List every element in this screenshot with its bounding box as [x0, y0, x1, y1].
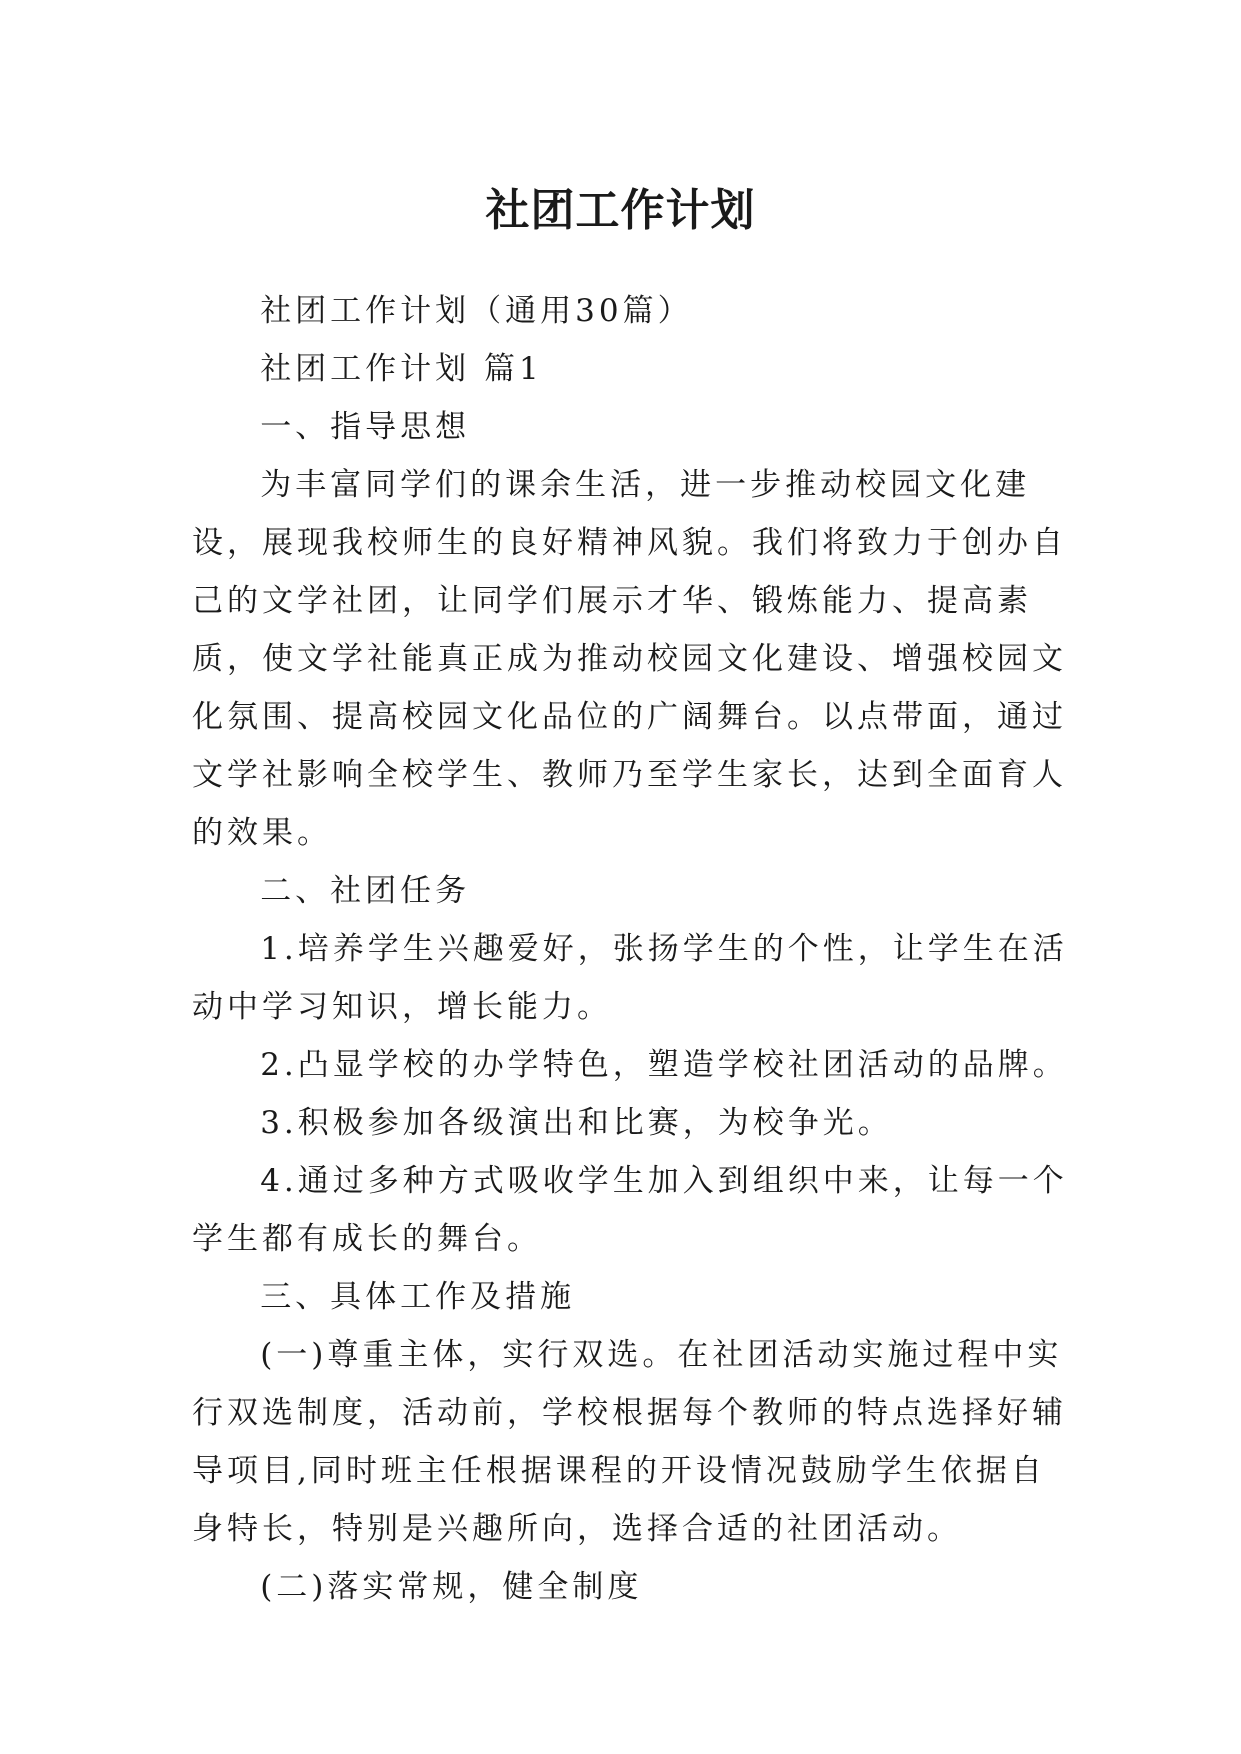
list-item: 3.积极参加各级演出和比赛，为校争光。	[260, 1105, 893, 1141]
list-item: 4.通过多种方式吸收学生加入到组织中来，让每一个学生都有成长的舞台。	[192, 1163, 1068, 1257]
body-paragraph: (一)尊重主体，实行双选。在社团活动实施过程中实行双选制度，活动前，学校根据每个教师的特点选择好辅导项目,同时班主任根据课程的开设情况鼓励学生依据自身特长，特别是兴趣所向，选择合适的社团活动。	[192, 1337, 1067, 1547]
body-paragraph: 为丰富同学们的课余生活，进一步推动校园文化建设，展现我校师生的良好精神风貌。我们将致力于创办自己的文学社团，让同学们展示才华、锻炼能力、提高素质，使文学社能真正成为推动校园文化建设、增强校园文化氛围、提高校园文化品位的广阔舞台。以点带面，通过文学社影响全校学生、教师乃至学生家长，达到全面育人的效果。	[192, 467, 1067, 851]
subtitle-paragraph: 社团工作计划（通用30篇）	[260, 293, 693, 329]
body-paragraph: (二)落实常规，健全制度	[260, 1569, 643, 1605]
section-heading-plan-1: 社团工作计划 篇1	[260, 351, 543, 387]
section-heading-measures: 三、具体工作及措施	[260, 1279, 576, 1315]
list-item: 2.凸显学校的办学特色，塑造学校社团活动的品牌。	[260, 1047, 1068, 1083]
list-item: 1.培养学生兴趣爱好，张扬学生的个性，让学生在活动中学习知识，增长能力。	[192, 931, 1068, 1025]
section-heading-club-tasks: 二、社团任务	[260, 873, 471, 909]
section-heading-guiding-thought: 一、指导思想	[260, 409, 471, 445]
document-title: 社团工作计划	[485, 185, 756, 237]
document-body	[192, 282, 1072, 1616]
